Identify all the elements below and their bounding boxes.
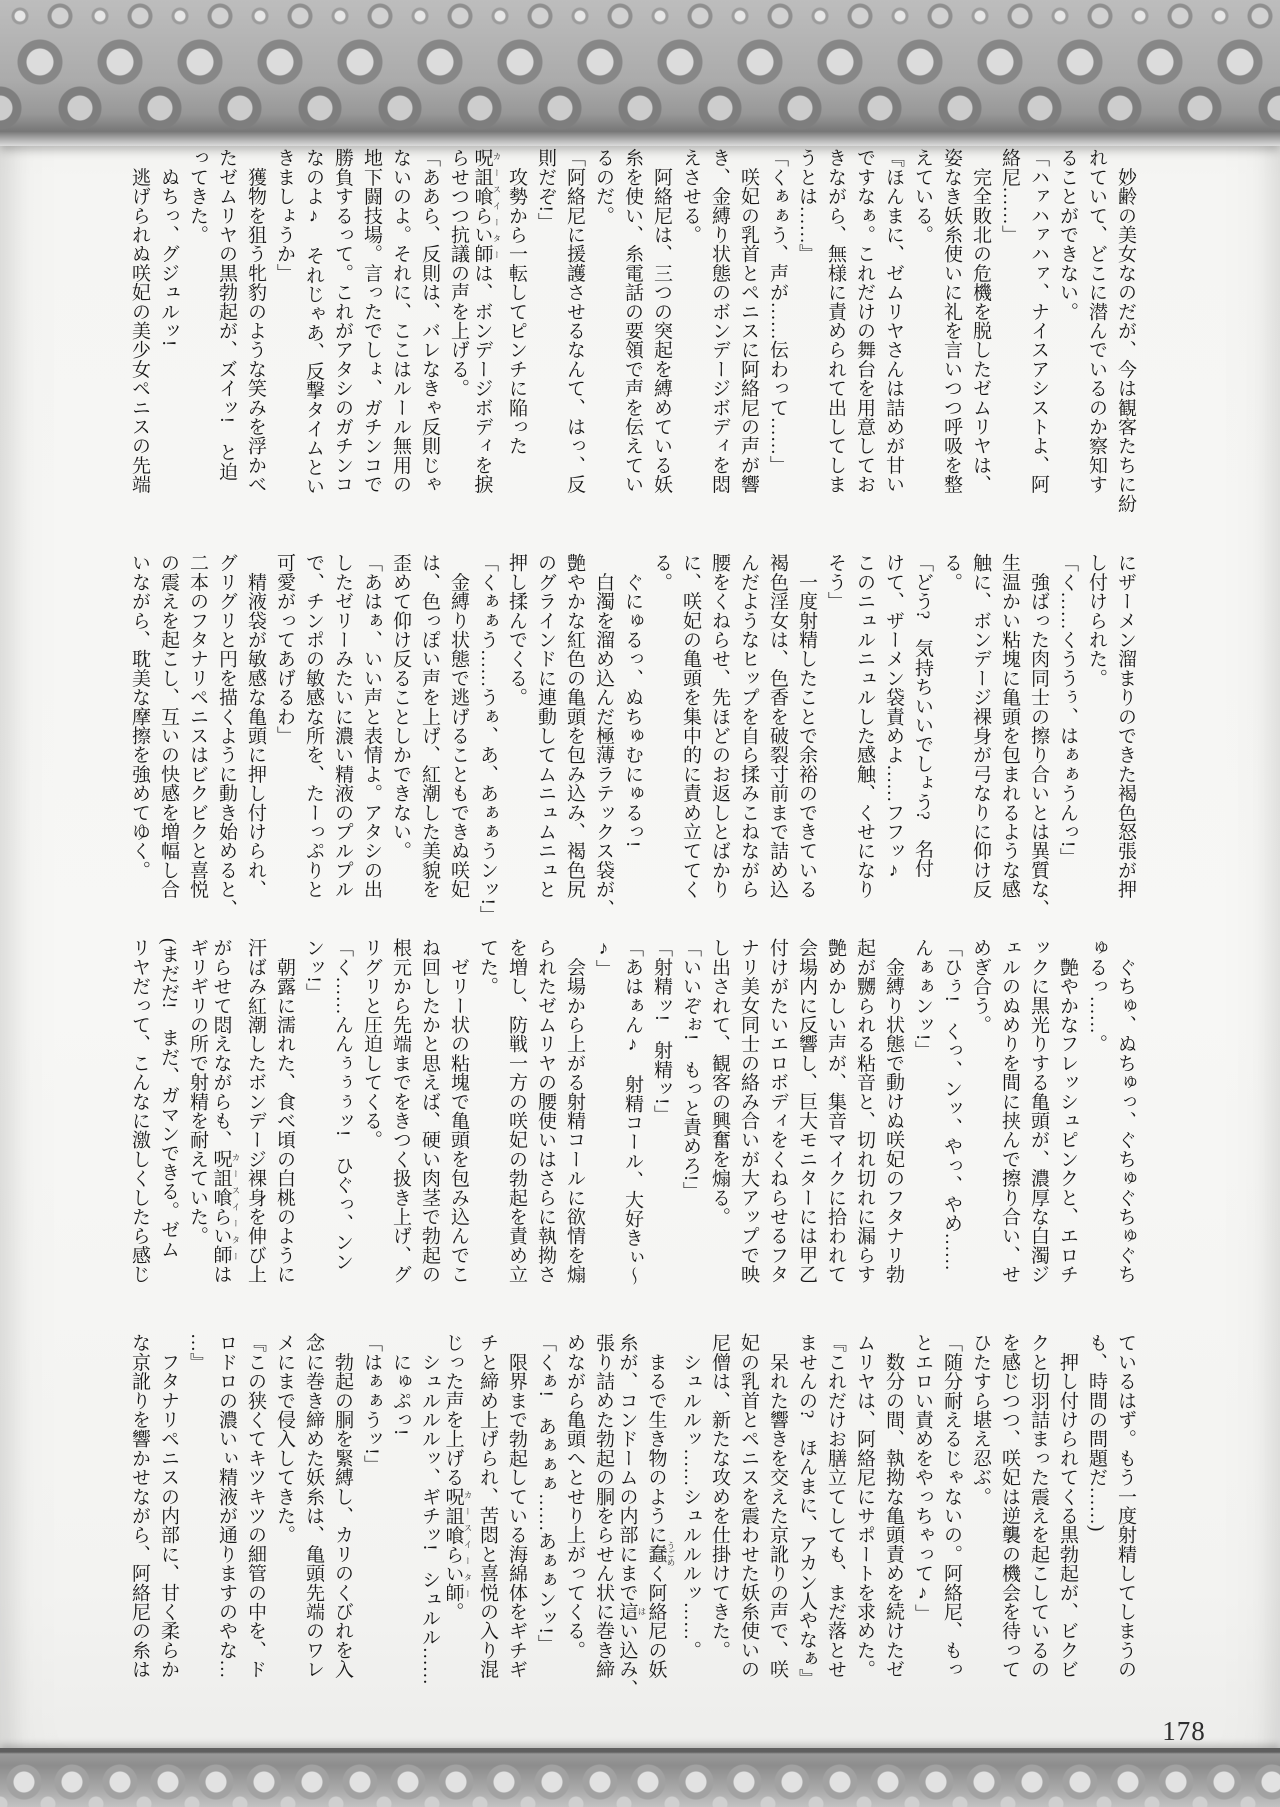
text-column: 張り詰めた勃起の胴をらせん状に巻き締: [593, 1333, 614, 1679]
text-column: 金縛り状態で逃げることもできぬ咲妃: [448, 553, 469, 899]
text-column: グリグリと円を描くように動き始めると、: [216, 553, 237, 918]
text-column: きながら、無様に責められて出してしま: [825, 148, 846, 494]
text-column: 「あはぁん♪ 射精コール、大好きぃ〜: [622, 938, 643, 1286]
text-column: 「くぁぁう、声が……伝わって……」: [767, 148, 788, 475]
text-column: じった声を上げる呪詛喰らい師 カースイーター。: [442, 1333, 473, 1622]
text-column: 『この狭くてキツキツの細管の中を、ド: [245, 1333, 266, 1679]
text-column: ているはず。もう一度射精してしまうの: [1115, 1333, 1136, 1679]
text-column: メにまで侵入してきた。: [274, 1333, 295, 1545]
text-column: 攻勢から一転してピンチに陥った: [506, 148, 527, 456]
ornamental-bottom-border: [0, 1748, 1280, 1807]
text-column: 「くぁぁう……うぁ、あ、あぁぁうンッ!」: [477, 553, 498, 925]
text-column: し付けられた。: [1086, 553, 1107, 688]
text-column: フタナリペニスの内部に、甘く柔らか: [158, 1333, 179, 1679]
text-column: 腰をくねらせ、先ほどのお返しとばかり: [709, 553, 730, 899]
text-column: いながら、耽美な摩擦を強めてゆく。: [129, 553, 150, 880]
text-strip-2: [125, 553, 1140, 929]
text-column: 勃起の胴を緊縛し、カリのくびれを入: [332, 1333, 353, 1679]
text-column: ゼリー状の粘塊で亀頭を包み込んでこ: [448, 938, 469, 1284]
text-column: にゅぷっ!: [390, 1333, 411, 1436]
text-column: な京訛りを響かせながら、阿絡尼の糸は: [129, 1333, 150, 1679]
text-column: 付けがたいエロボディをくねらせるフタ: [767, 938, 788, 1284]
text-column: 会場から上がる射精コールに欲情を煽: [564, 938, 585, 1284]
text-column: 「随分耐えるじゃないの。阿絡尼、もっ: [941, 1333, 962, 1679]
text-column: (まだだ! まだ、ガマンできる。ゼム: [158, 938, 179, 1259]
text-strip-1: [125, 148, 1140, 524]
text-column: 「く……くううぅ、はぁぁうんっ!」: [1057, 553, 1078, 867]
text-column: ックに黒光りする亀頭が、濃厚な白濁ジ: [1028, 938, 1049, 1284]
text-column: を増し、防戦一方の咲妃の勃起を責め立: [506, 938, 527, 1284]
text-column: チと締め上げられ、苦悶と喜悦の入り混: [477, 1333, 498, 1679]
text-column: たゼムリヤの黒勃起が、ズイッ! と迫: [216, 148, 237, 481]
text-column: がらせて悶えながらも、呪詛喰らい師 カースイーターは: [210, 938, 241, 1284]
text-column: ひたすら堪え忍ぶ。: [970, 1333, 991, 1506]
text-column: めぎ合う。: [970, 938, 991, 1034]
text-column: 艶めかしい声が、集音マイクに拾われて: [825, 938, 846, 1284]
text-column: 数分の間、執拗な亀頭責めを続けたゼ: [883, 1333, 904, 1679]
text-column: 金縛り状態で動けぬ咲妃のフタナリ勃: [883, 938, 904, 1284]
text-column: 強ばった肉同士の擦り合いとは異質な、: [1028, 553, 1049, 918]
text-column: 呪詛喰らい師 カースイーターは、ボンデージボディを捩: [471, 148, 502, 494]
text-column: このニュルニュルした感触、くせになり: [854, 553, 875, 899]
text-column: 妃の乳首とペニスを震わせた妖糸使いの: [738, 1333, 759, 1679]
text-column: 触に、ボンデージ裸身が弓なりに仰け反: [970, 553, 991, 899]
text-column: なのよ♪ それじゃあ、反撃タイムとい: [303, 148, 324, 496]
text-column: めながら亀頭へとせり上がってくる。: [564, 1333, 585, 1660]
text-column: の震えを起こし、互いの快感を増幅し合: [158, 553, 179, 899]
text-column: てた。: [477, 938, 498, 996]
text-column: き、金縛り状態のボンデージボディを悶: [709, 148, 730, 494]
text-column: 獲物を狙う牝豹のような笑みを浮かべ: [245, 148, 266, 494]
text-column: ぬちっ、グジュルッ!: [158, 148, 179, 347]
text-column: 押し揉んでくる。: [506, 553, 527, 707]
text-column: らせつつ抗議の声を上げる。: [448, 148, 469, 398]
text-column: ムリヤは、阿絡尼にサポートを求めた。: [854, 1333, 875, 1679]
text-column: リヤだって、こんなに激しくしたら感じ: [129, 938, 150, 1284]
text-column: ゅるっ……。: [1086, 938, 1107, 1054]
text-column: シュルルッ……シュルルルッ……。: [680, 1333, 701, 1660]
text-column: を感じつつ、咲妃は逆襲の機会を待って: [999, 1333, 1020, 1679]
text-column: ンッ!」: [303, 938, 324, 1003]
text-column: 姿なき妖糸使いに礼を言いつつ呼吸を整: [941, 148, 962, 494]
text-column: んぁぁンッ!」: [912, 938, 933, 1060]
text-column: れていて、どこに潜んでいるのか察知す: [1086, 148, 1107, 494]
text-column: 艶やかな紅色の亀頭を包み込み、褐色尻: [564, 553, 585, 899]
text-column: るのだ。: [593, 148, 614, 225]
text-column: 「あはぁ、いい声と表情よ。アタシの出: [361, 553, 382, 899]
text-column: 糸を使い、糸電話の要領で声を伝えてい: [622, 148, 643, 494]
text-column: 汗ばみ紅潮したボンデージ裸身を伸び上: [245, 938, 266, 1284]
text-column: ることができない。: [1057, 148, 1078, 321]
text-column: る。: [651, 553, 672, 592]
text-column: ギリギリの所で射精を耐えていた。: [187, 938, 208, 1246]
text-column: 阿絡尼は、三つの突起を縛めている妖: [651, 148, 672, 494]
text-column: にザーメン溜まりのできた褐色怒張が押: [1115, 553, 1136, 899]
text-column: 白濁を溜め込んだ極薄ラテックス袋が、: [593, 553, 614, 918]
text-column: 地下闘技場。言ったでしょ、ガチンコで: [361, 148, 382, 494]
text-column: 起が嬲られる粘音と、切れ切れに漏らす: [854, 938, 875, 1284]
page-number: 178: [1162, 1716, 1206, 1746]
text-column: 「くぁ! あぁぁぁ……あぁぁンッ!」: [535, 1333, 556, 1654]
text-column: 精液袋が敏感な亀頭に押し付けられ、: [245, 553, 266, 899]
text-column: 歪めて仰け反ることしかできない。: [390, 553, 411, 861]
ornamental-top-border: [0, 0, 1280, 146]
text-column: 可愛がってあげるわ」: [274, 553, 295, 745]
text-column: うとは……』: [796, 148, 817, 264]
text-column: けて、ザーメン袋責めよ……フフッ♪: [883, 553, 904, 882]
text-strip-3: [125, 938, 1140, 1314]
text-column: ェルのぬめりを間に挟んで擦り合い、せ: [999, 938, 1020, 1284]
text-column: ませんの? ほんまに、アカン人やなぁ』: [796, 1333, 817, 1688]
text-column: 『ほんまに、ゼムリヤさんは詰めが甘い: [883, 148, 904, 494]
text-column: 則だぞ!」: [535, 148, 556, 232]
text-column: 「く……んんぅぅぅッ! ひぐっ、ンン: [332, 938, 353, 1271]
text-column: のグラインドに連動してムニュムニュと: [535, 553, 556, 899]
text-column: 会場内に反響し、巨大モニターには甲乙: [796, 938, 817, 1284]
text-column: 生温かい粘塊に亀頭を包まれるような感: [999, 553, 1020, 899]
text-strip-4: [125, 1333, 1140, 1709]
text-column: で、チンポの敏感な所を、たーっぷりと: [303, 553, 324, 899]
text-column: は、色っぽい声を上げ、紅潮した美貌を: [419, 553, 440, 899]
text-column: ロドロの濃いぃ精液が通りますのやな…: [216, 1333, 237, 1679]
text-column: に、咲妃の亀頭を集中的に責め立ててく: [680, 553, 701, 899]
text-column: 「ひぅ! くっ、ンッ、やっ、やめ……: [941, 938, 962, 1271]
text-column: 「阿絡尼に援護させるなんて、はっ、反: [564, 148, 585, 494]
text-column: えさせる。: [680, 148, 701, 244]
text-column: 押し付けられてくる黒勃起が、ビクビ: [1057, 1333, 1078, 1679]
text-column: 妙齢の美女なのだが、今は観客たちに紛: [1115, 148, 1136, 513]
text-column: 一度射精したことで余裕のできている: [796, 553, 817, 899]
text-column: 逃げられぬ咲妃の美少女ペニスの先端: [129, 148, 150, 494]
text-column: きましょうか」: [274, 148, 295, 283]
text-column: ね回したかと思えば、硬い肉茎で勃起の: [419, 938, 440, 1284]
text-column: 絡尼……」: [999, 148, 1020, 244]
text-column: クと切羽詰まった震えを起こしているの: [1028, 1333, 1049, 1679]
text-column: ぐにゅるっ、ぬちゅむにゅるっ!: [622, 553, 643, 848]
text-column: 糸が、コンドームの内部にまで這 はい込み、: [616, 1333, 647, 1698]
text-column: 『これだけお膳立てしても、まだ落とせ: [825, 1333, 846, 1679]
text-column: る。: [941, 553, 962, 592]
text-column: 「いいぞぉ! もっと責めろ!」: [680, 938, 701, 1201]
text-column: 「ハァハァハァ、ナイスアシストよ、阿: [1028, 148, 1049, 494]
text-column: 艶やかなフレッシュピンクと、エロチ: [1057, 938, 1078, 1284]
text-column: し出されて、観客の興奮を煽る。: [709, 938, 730, 1226]
text-column: 限界まで勃起している海綿体をギチギ: [506, 1333, 527, 1679]
text-column: も、時間の問題だ……): [1086, 1333, 1107, 1532]
text-column: したゼリーみたいに濃い精液のプルプル: [332, 553, 353, 899]
text-column: …』: [187, 1333, 208, 1372]
text-column: 「射精ッ! 射精ッ!」: [651, 938, 672, 1124]
text-column: 褐色淫女は、色香を破裂寸前まで詰め込: [767, 553, 788, 899]
text-column: ってきた。: [187, 148, 208, 244]
text-column: えている。: [912, 148, 933, 244]
text-column: 念に巻き締めた妖糸は、亀頭先端のワレ: [303, 1333, 324, 1679]
text-column: ♪」: [593, 938, 614, 979]
text-column: 根元から先端までをきつく扱き上げ、グ: [390, 938, 411, 1284]
text-column: 咲妃の乳首とペニスに阿絡尼の声が響: [738, 148, 759, 494]
text-column: シュルルルッ、ギチッ! シュルル……: [419, 1333, 440, 1686]
text-column: まるで生き物のように蠢 うごめく阿絡尼の妖: [645, 1333, 676, 1679]
text-column: ないのよ。それに、ここはルール無用の: [390, 148, 411, 494]
text-column: 二本のフタナリペニスはビクビクと喜悦: [187, 553, 208, 899]
text-column: 「はぁぁうッ!」: [361, 1333, 382, 1474]
text-column: そう」: [825, 553, 846, 611]
text-column: 呆れた響きを交えた京訛りの声で、咲: [767, 1333, 788, 1679]
text-column: 「ああら、反則は、バレなきゃ反則じゃ: [419, 148, 440, 494]
text-column: とエロい責めをやっちゃって♪」: [912, 1333, 933, 1623]
text-column: んだようなヒップを自ら揉みこねながら: [738, 553, 759, 899]
text-column: られたゼムリヤの腰使いはさらに執拗さ: [535, 938, 556, 1284]
text-column: リグリと圧迫してくる。: [361, 938, 382, 1150]
text-column: ですなぁ。これだけの舞台を用意してお: [854, 148, 875, 494]
text-column: 勝負するって。これがアタシのガチンコ: [332, 148, 353, 494]
text-column: 「どう? 気持ちいいでしょう? 名付: [912, 553, 933, 878]
text-column: 朝露に濡れた、食べ頃の白桃のように: [274, 938, 295, 1284]
text-column: 尼僧は、新たな攻めを仕掛けてきた。: [709, 1333, 730, 1660]
text-column: 完全敗北の危機を脱したゼムリヤは、: [970, 148, 991, 494]
text-column: ぐちゅ、ぬちゅっ、ぐちゅぐちゅぐち: [1115, 938, 1136, 1284]
text-column: ナリ美女同士の絡み合いが大アップで映: [738, 938, 759, 1284]
